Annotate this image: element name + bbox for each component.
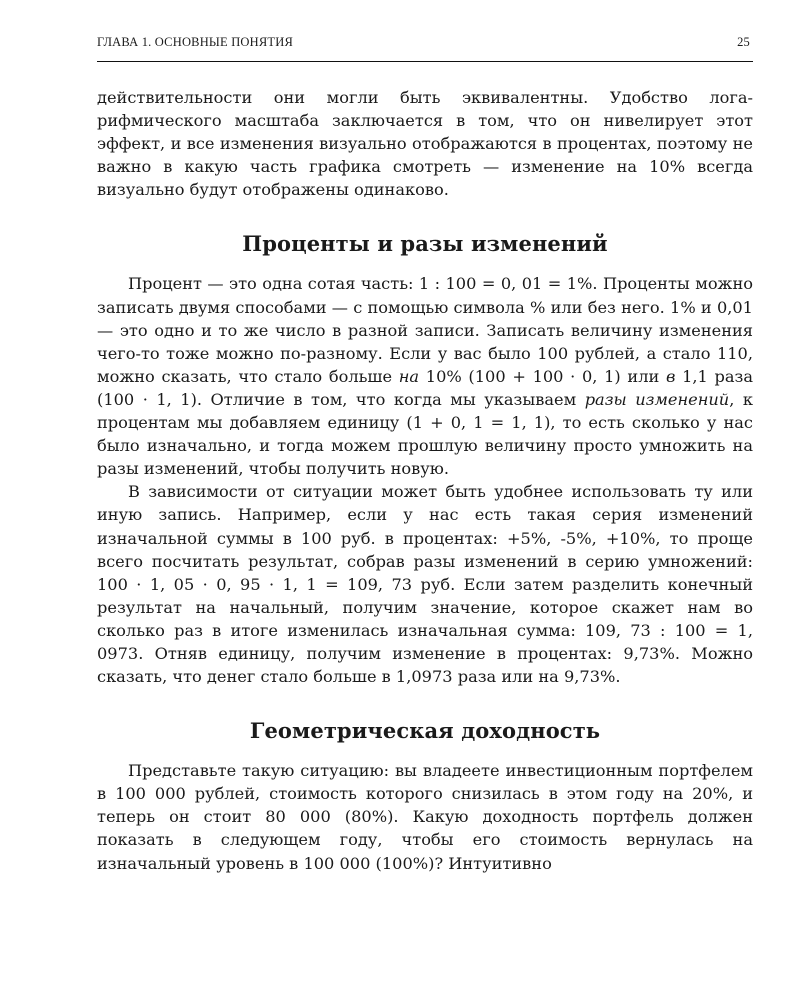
text-run: , к процентам мы добавляем единицу (1 + 0, 1 = 1, 1), то есть сколько у нас было изначально, и тогда можем прошлую величину просто умножить на разы изменений, чтобы получить новую.	[97, 389, 753, 479]
section-heading-percent: Проценты и разы изменений	[242, 231, 608, 257]
intro-paragraph: действительности они могли быть эквивалентны. Удобство логарифмического масштаба заключается в том, что он нивелирует этот эффект, и все изменения визуально отображаются в процентах, поэтому не важно в какую часть графика смотреть — изменение на 10% всегда визуально будут отображены одинаково.	[97, 88, 753, 200]
page-number: 25	[737, 35, 750, 49]
running-header	[97, 35, 753, 53]
body-text	[97, 86, 753, 875]
chapter-title: ГЛАВА 1. ОСНОВНЫЕ ПОНЯТИЯ	[97, 35, 294, 49]
text-run: 1,1 раза (100 · 1, 1). Отличие в том, что когда мы указываем	[97, 366, 753, 409]
italic-term-v: в	[665, 366, 676, 386]
paragraph-percent-definition	[97, 272, 753, 480]
text-run: Процент — это одна сотая часть: 1 : 100 = 0, 01 = 1%. Проценты можно записать двумя способами — с помощью символа % или без него. 1% и 0,01 — это одно и то же число в разной записи. Записать величину изменения чего-то тоже можно по-разному. Если у вас было 100 рублей, а стало 110, можно сказать, что стало больше	[97, 274, 753, 386]
header-rule	[97, 61, 753, 62]
italic-term-razy: разы изменений	[584, 389, 730, 409]
text-run: 10% (100 + 100 · 0, 1) или	[419, 366, 666, 386]
italic-term-na: на	[398, 366, 420, 386]
paragraph-percent-example: В зависимости от ситуации может быть удобнее использовать ту или иную запись. Например, если у нас есть такая серия изменений изначальной суммы в 100 руб. в процентах: +5%, -5%, +10%, то проще всего посчитать результат, собрав разы изменений в серию умножений: 100 · 1, 05 · 0, 95 · 1, 1 = 109, 73 руб. Если затем разделить конечный результат на начальный, получим значение, которое скажет нам во сколько раз в итоге изменилась изначальная сумма: 109, 73 : 100 = 1, 0973. Отняв единицу, получим изменение в процентах: 9,73%. Можно сказать, что денег стало больше в 1,0973 раза или на 9,73%.	[97, 482, 753, 687]
section-heading-geometric: Геометрическая доходность	[249, 718, 601, 744]
paragraph-geometric-intro: Представьте такую ситуацию: вы владеете инвестиционным портфелем в 100 000 рублей, стоимость которого снизилась в этом году на 20%, и теперь он стоит 80 000 (80%). Какую доходность портфель должен показать в следующем году, чтобы его стоимость вернулась на изначальный уровень в 100 000 (100%)? Интуитивно	[97, 761, 753, 873]
